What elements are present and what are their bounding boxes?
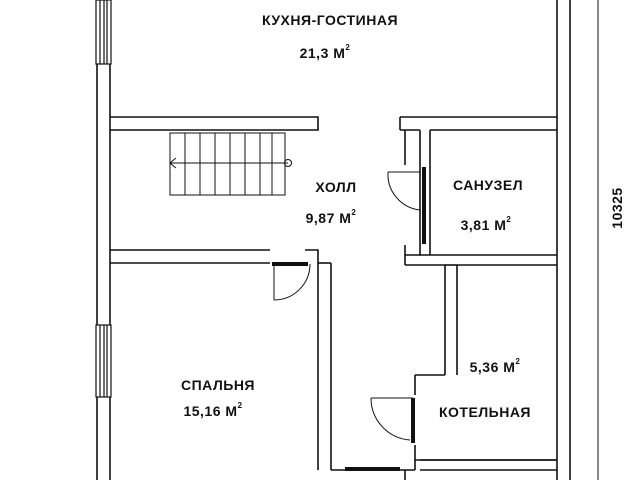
area-unit-sup: 2 <box>506 215 512 224</box>
room-area-bedroom <box>183 401 242 419</box>
area-value: 3,81 М <box>460 217 507 233</box>
stair-icon <box>170 133 292 195</box>
room-area-boiler <box>470 357 521 375</box>
room-area-bathroom <box>461 215 512 233</box>
area-unit-sup: 2 <box>515 357 521 366</box>
area-value: 9,87 М <box>305 210 352 226</box>
room-name-hall: ХОЛЛ <box>315 179 357 195</box>
room-name-bathroom: САНУЗЕЛ <box>452 177 524 193</box>
area-unit-sup: 2 <box>237 401 243 410</box>
room-area-kitchen <box>300 43 351 61</box>
area-value: 15,16 М <box>183 403 238 419</box>
room-name-kitchen: КУХНЯ-ГОСТИНАЯ <box>261 12 399 28</box>
area-unit-sup: 2 <box>351 208 357 217</box>
dimension-label: 10325 <box>609 187 625 229</box>
area-value: 21,3 М <box>299 45 346 61</box>
room-name-boiler: КОТЕЛЬНАЯ <box>439 404 531 420</box>
window-icon <box>96 0 111 397</box>
room-area-hall <box>306 208 357 226</box>
area-unit-sup: 2 <box>345 43 351 52</box>
area-value: 5,36 М <box>469 359 516 375</box>
room-name-bedroom: СПАЛЬНЯ <box>180 377 256 393</box>
